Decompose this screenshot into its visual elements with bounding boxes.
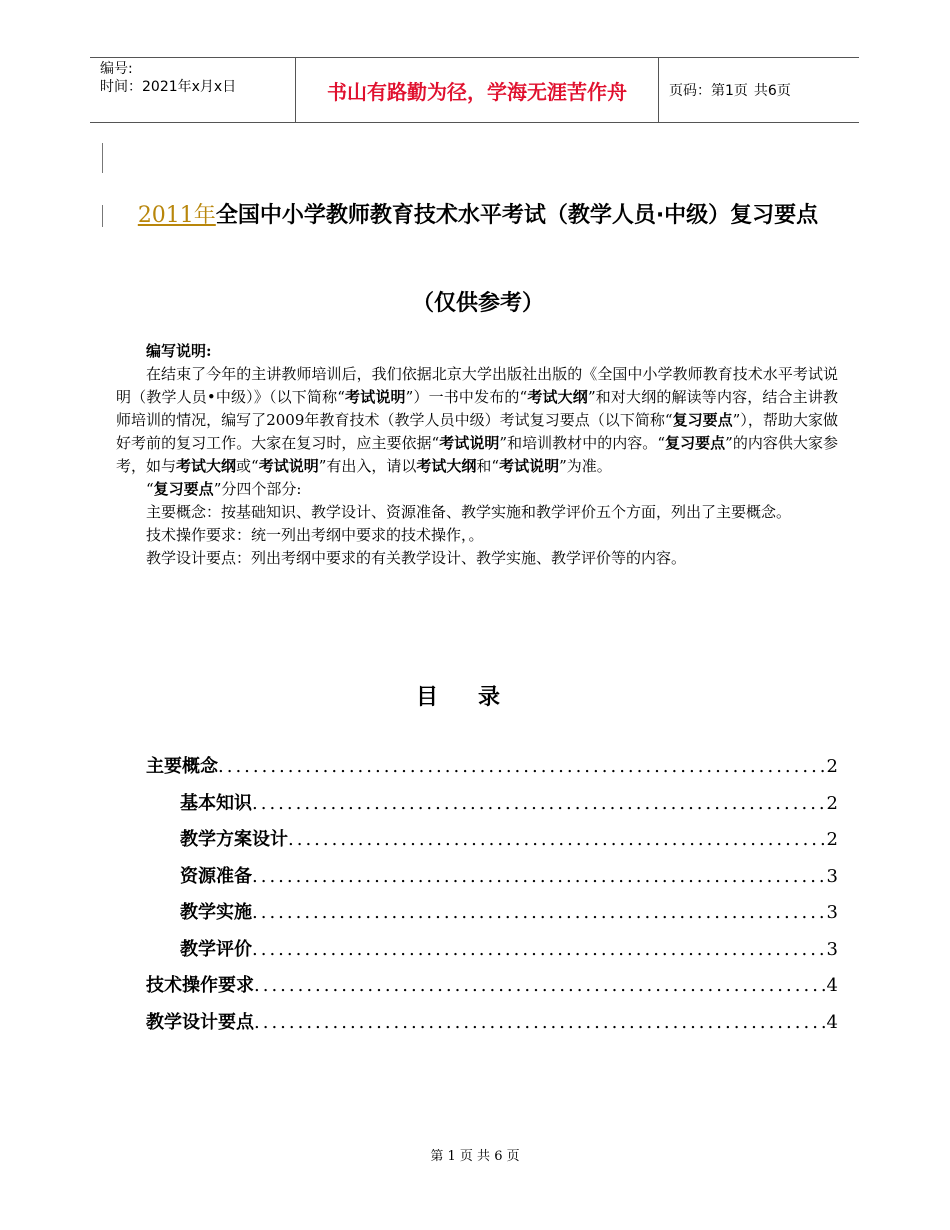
title-main: 全国中小学教师教育技术水平考试（教学人员·中级）复习要点 bbox=[215, 203, 819, 228]
margin-mark bbox=[102, 205, 103, 227]
header-page: 页码：第1页 bbox=[669, 83, 748, 99]
header-number: 编号: bbox=[100, 61, 133, 77]
document-subtitle: （仅供参考） bbox=[411, 291, 544, 316]
notes-part-operations: 技术操作要求：统一列出考纲中要求的技术操作，。 bbox=[146, 526, 484, 544]
notes-section bbox=[116, 340, 838, 570]
toc-title: 目录 bbox=[415, 685, 540, 710]
toc-entry[interactable]: 教学实施 ..... 3 bbox=[146, 898, 838, 935]
header-page-info bbox=[659, 58, 859, 122]
notes-part-design: 教学设计要点：列出考纲中要求的有关教学设计、教学实施、教学评价等的内容。 bbox=[146, 549, 687, 567]
title-year: 2011年 bbox=[137, 203, 216, 228]
page-footer: 第 1 页 共 6 页 bbox=[430, 1149, 520, 1164]
toc-entry[interactable]: 教学评价 ..... 3 bbox=[146, 935, 838, 972]
header-motto: 书山有路勤为径，学海无涯苦作舟 bbox=[296, 58, 659, 122]
toc-entry[interactable]: 教学方案设计 ..... 2 bbox=[146, 825, 838, 862]
toc-entry[interactable]: 资源准备 ..... 3 bbox=[146, 862, 838, 899]
notes-paragraph: 在结束了今年的主讲教师培训后，我们依据北京大学出版社出版的《全国中小学教师教育技术水平考试说明（教学人员•中级）》（以下简称“考试说明”）一书中发布的“考试大纲”和对大纲的解读等内容，结合主讲教师培训的情况，编写了2009年教育技术（教学人员中级）考试复习要点（以下简称“复习要点”），帮助大家做好考前的复习工作。大家在复习时，应主要依据“考试说明”和培训教材中的内容。“复习要点”的内容供大家参考，如与考试大纲或“考试说明”有出入，请以考试大纲和“考试说明”为准。 bbox=[116, 365, 839, 475]
toc-entry[interactable]: 技术操作要求 ..... 4 bbox=[146, 971, 838, 1008]
notes-part-concepts: 主要概念：按基础知识、教学设计、资源准备、教学实施和教学评价五个方面，列出了主要概念。 bbox=[146, 503, 792, 521]
toc-entry[interactable]: 教学设计要点 ..... 4 bbox=[146, 1008, 838, 1045]
page-header bbox=[90, 57, 859, 123]
document-title bbox=[118, 200, 838, 232]
notes-parts: “复习要点”分四个部分: bbox=[146, 480, 302, 498]
notes-label: 编写说明: bbox=[146, 342, 212, 360]
header-time: 时间：2021年x月x日 bbox=[100, 79, 237, 95]
toc-entry[interactable]: 基本知识 ..... 2 bbox=[146, 789, 838, 826]
table-of-contents bbox=[146, 752, 838, 1044]
header-total: 共6页 bbox=[753, 83, 791, 99]
toc-entry[interactable]: 主要概念 ..... 2 bbox=[146, 752, 838, 789]
header-meta bbox=[90, 58, 296, 122]
margin-mark bbox=[102, 143, 103, 173]
